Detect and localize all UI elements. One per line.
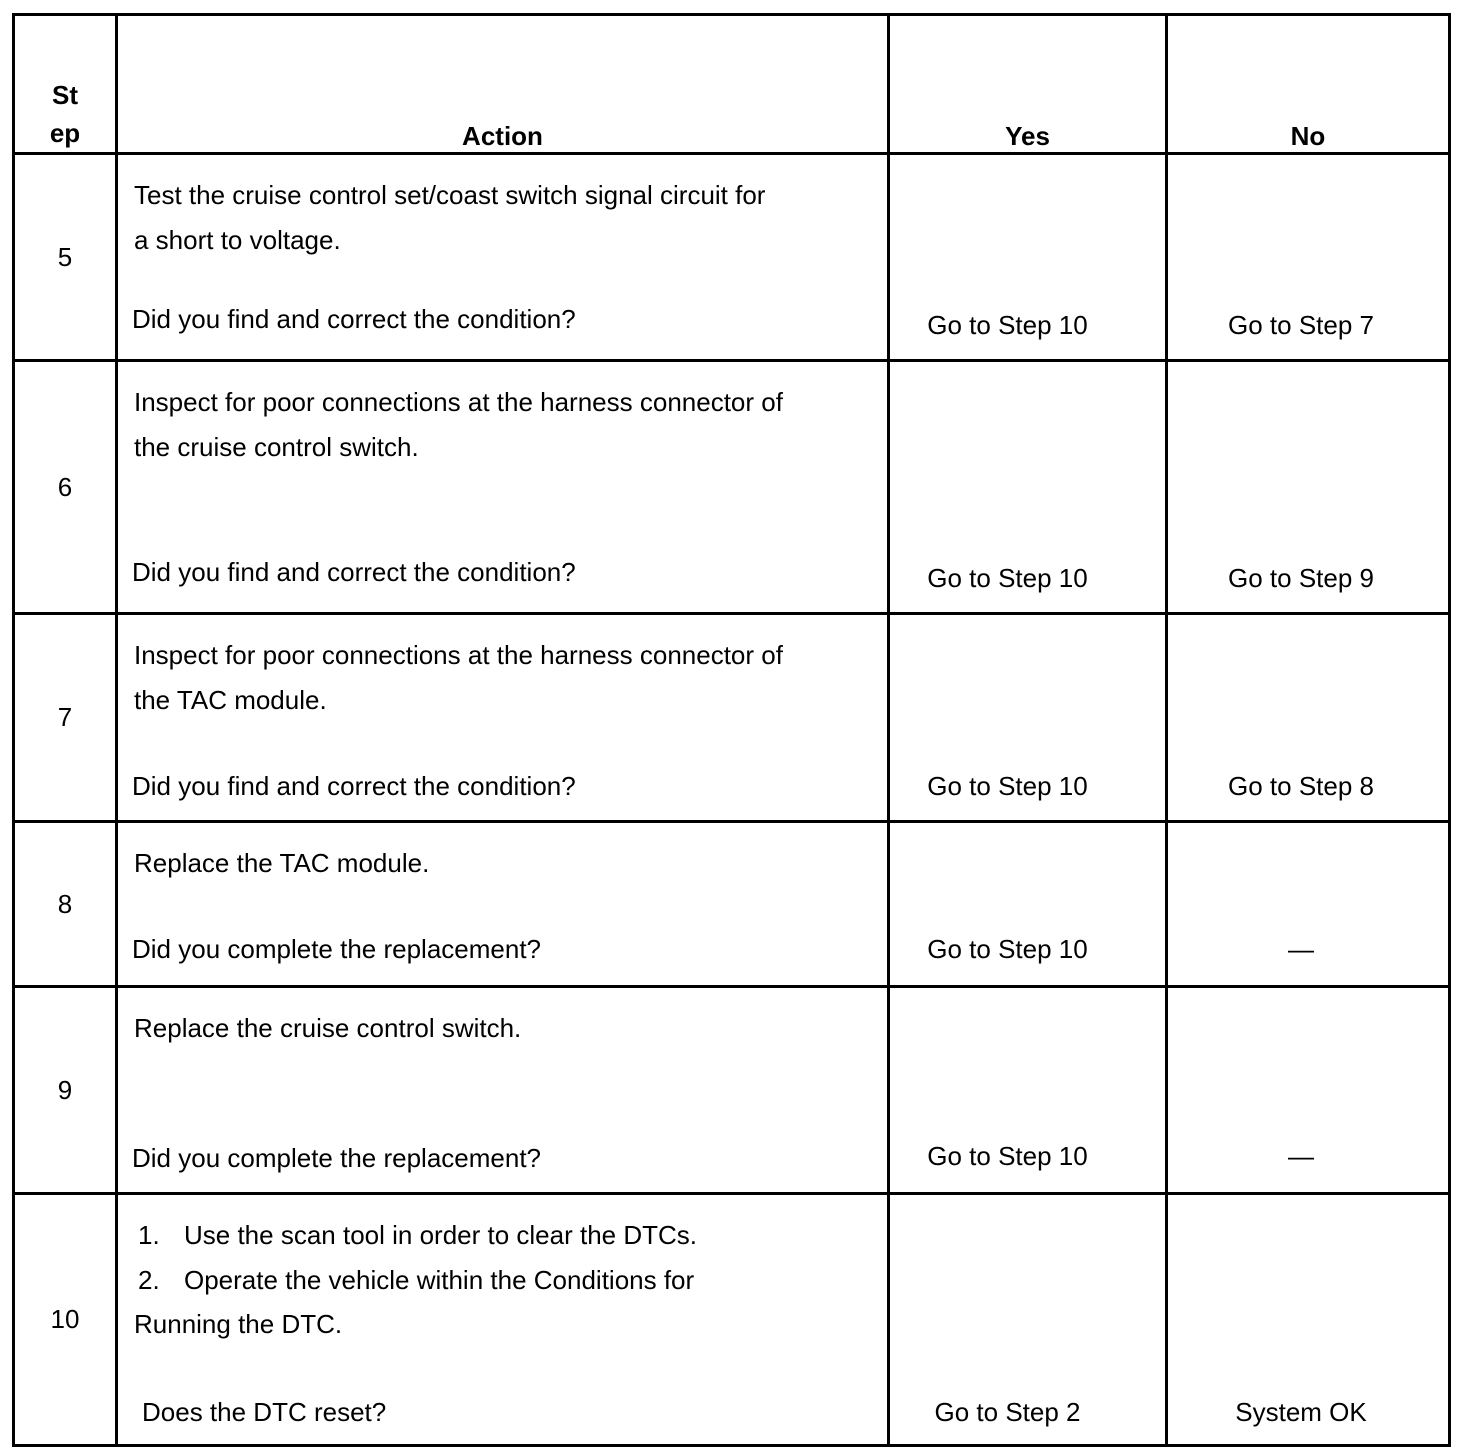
table-row <box>14 987 1450 1194</box>
no-cell <box>1167 154 1450 361</box>
action-text <box>134 1006 847 1051</box>
action-cell <box>117 822 889 987</box>
action-cell <box>117 1194 889 1446</box>
no-cell <box>1167 614 1450 822</box>
action-text <box>134 380 847 470</box>
no-cell <box>1167 1194 1450 1446</box>
table-row <box>14 614 1450 822</box>
no-outcome: Go to Step 9 <box>1228 563 1374 593</box>
list-item-number: 2. <box>138 1264 160 1295</box>
no-outcome: — <box>1288 1141 1314 1171</box>
action-text <box>134 841 847 886</box>
list-item-text: Use the scan tool in order to clear the DTCs. <box>184 1220 698 1250</box>
step-number: 10 <box>14 1194 117 1446</box>
no-cell <box>1167 987 1450 1194</box>
action-question: Did you complete the replacement? <box>132 934 542 964</box>
action-line: Inspect for poor connections at the harness connector of <box>134 387 783 417</box>
action-question: Does the DTC reset? <box>142 1397 387 1427</box>
action-question: Did you find and correct the condition? <box>132 304 576 334</box>
list-item-continuation: Running the DTC. <box>134 1309 343 1339</box>
no-cell <box>1167 822 1450 987</box>
yes-outcome: Go to Step 10 <box>927 563 1088 593</box>
action-line: Test the cruise control set/coast switch signal circuit for <box>134 180 766 210</box>
table-row <box>14 361 1450 614</box>
header-row <box>14 15 1450 154</box>
no-outcome: Go to Step 7 <box>1228 310 1374 340</box>
yes-cell <box>889 614 1167 822</box>
action-line: a short to voltage. <box>134 225 341 255</box>
no-outcome: Go to Step 8 <box>1228 771 1374 801</box>
action-text <box>134 173 847 263</box>
no-outcome: — <box>1288 934 1314 964</box>
table-row <box>14 1194 1450 1446</box>
yes-outcome: Go to Step 10 <box>927 1141 1088 1171</box>
header-yes: Yes <box>889 15 1167 154</box>
action-line: the cruise control switch. <box>134 432 419 462</box>
action-cell <box>117 154 889 361</box>
yes-outcome: Go to Step 10 <box>927 934 1088 964</box>
table-row <box>14 822 1450 987</box>
list-item-number: 1. <box>138 1220 160 1250</box>
step-number: 9 <box>14 987 117 1194</box>
diagnostic-table <box>12 13 1451 1447</box>
header-action: Action <box>117 15 889 154</box>
action-line: the TAC module. <box>134 685 327 715</box>
list-item <box>134 1213 847 1258</box>
no-cell <box>1167 361 1450 614</box>
yes-cell <box>889 987 1167 1194</box>
action-cell <box>117 987 889 1194</box>
action-cell <box>117 361 889 614</box>
action-question: Did you complete the replacement? <box>132 1143 542 1173</box>
step-number: 5 <box>14 154 117 361</box>
action-line: Inspect for poor connections at the harness connector of <box>134 640 783 670</box>
header-no: No <box>1167 15 1450 154</box>
header-step <box>14 15 117 154</box>
yes-cell <box>889 361 1167 614</box>
action-question: Did you find and correct the condition? <box>132 771 576 801</box>
no-outcome: System OK <box>1235 1397 1367 1427</box>
action-list <box>134 1213 847 1347</box>
header-step-line2: ep <box>49 118 81 148</box>
step-number: 8 <box>14 822 117 987</box>
action-text <box>134 633 847 723</box>
action-question: Did you find and correct the condition? <box>132 557 576 587</box>
action-cell <box>117 614 889 822</box>
yes-outcome: Go to Step 10 <box>927 310 1088 340</box>
step-number: 7 <box>14 614 117 822</box>
list-item-text: Operate the vehicle within the Conditions for <box>184 1264 695 1295</box>
step-number: 6 <box>14 361 117 614</box>
yes-outcome: Go to Step 10 <box>927 771 1088 801</box>
table-row <box>14 154 1450 361</box>
header-step-line1: St <box>52 80 78 110</box>
yes-outcome: Go to Step 2 <box>934 1397 1081 1427</box>
yes-cell <box>889 154 1167 361</box>
action-line: Replace the cruise control switch. <box>134 1013 522 1043</box>
list-item <box>134 1258 847 1303</box>
yes-cell <box>889 1194 1167 1446</box>
action-line: Replace the TAC module. <box>134 848 430 878</box>
yes-cell <box>889 822 1167 987</box>
